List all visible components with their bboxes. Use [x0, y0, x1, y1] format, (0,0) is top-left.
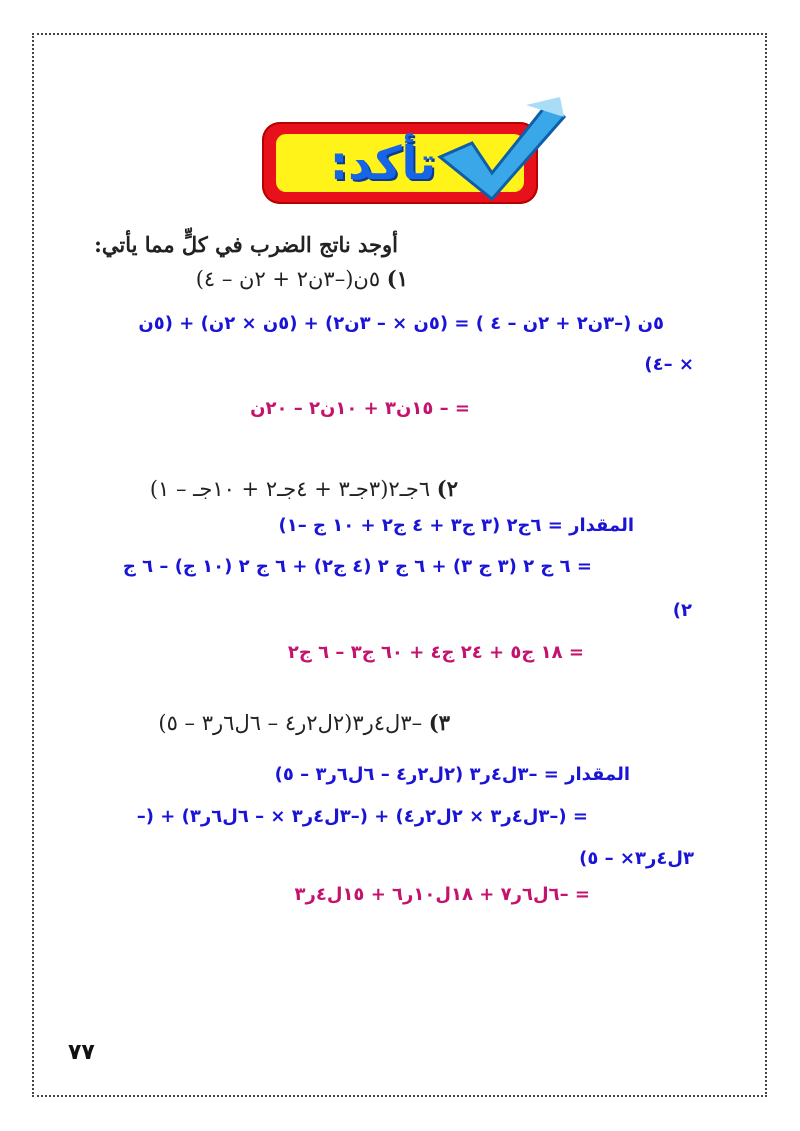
q2-solution-line3: ٢)	[672, 600, 692, 621]
page-number: ٧٧	[68, 1040, 95, 1065]
q3-solution-line2: = (–٣ل٤ر٣ × ٢ل٢ر٤) + (–٣ل٤ر٣ × – ٦ل٦ر٣) + (–	[136, 806, 588, 827]
instructions: أوجد ناتج الضرب في كلٍّ مما يأتي:	[94, 232, 398, 257]
q2-expression	[150, 476, 458, 501]
q2-solution-line1: المقدار = ٦ج٢ (٣ ج٣ + ٤ ج٢ + ١٠ ج –١)	[278, 515, 634, 536]
q2-result: = ١٨ ج٥ + ٢٤ ج٤ + ٦٠ ج٣ – ٦ ج٢	[287, 642, 584, 663]
q1-expression	[196, 266, 408, 291]
q1-expr: ٥ن(–٣ن٢ + ٢ن – ٤)	[195, 267, 381, 291]
q2-expr: ٦جـ٢(٣جـ٣ + ٤جـ٢ + ١٠جـ – ١)	[149, 477, 431, 501]
q3-solution-line1: المقدار = –٣ل٤ر٣ (٢ل٢ر٤ – ٦ل٦ر٣ – ٥)	[274, 764, 630, 785]
q3-number: ٣)	[428, 710, 450, 735]
q2-number: ٢)	[436, 476, 458, 501]
q1-solution-line1: ٥ن (–٣ن٢ + ٢ن – ٤ ) = (٥ن × – ٣ن٢) + (٥ن × ٢ن) + (٥ن	[138, 313, 664, 334]
q1-result: = – ١٥ن٣ + ١٠ن٢ – ٢٠ن	[250, 398, 470, 419]
q1-solution-line2: × –٤)	[644, 354, 694, 375]
q1-number: ١)	[386, 266, 408, 291]
q3-expr: –٣ل٤ر٣(٢ل٢ر٤ – ٦ل٦ر٣ – ٥)	[158, 711, 423, 735]
badge-title: تأكد:	[329, 136, 436, 190]
q2-solution-line2: = ٦ ج ٢ (٣ ج ٣) + ٦ ج ٢ (٤ ج٢) + ٦ ج ٢ (١٠ ج) – ٦ ج	[122, 556, 592, 577]
q3-expression	[158, 710, 450, 735]
q3-solution-line3: ٣ل٤ر٣× – ٥)	[579, 848, 694, 869]
q3-result: = –٦ل٦ر٧ + ١٨ل١٠ر٦ + ١٥ل٤ر٣	[294, 884, 590, 905]
checkmark-icon	[430, 95, 570, 205]
